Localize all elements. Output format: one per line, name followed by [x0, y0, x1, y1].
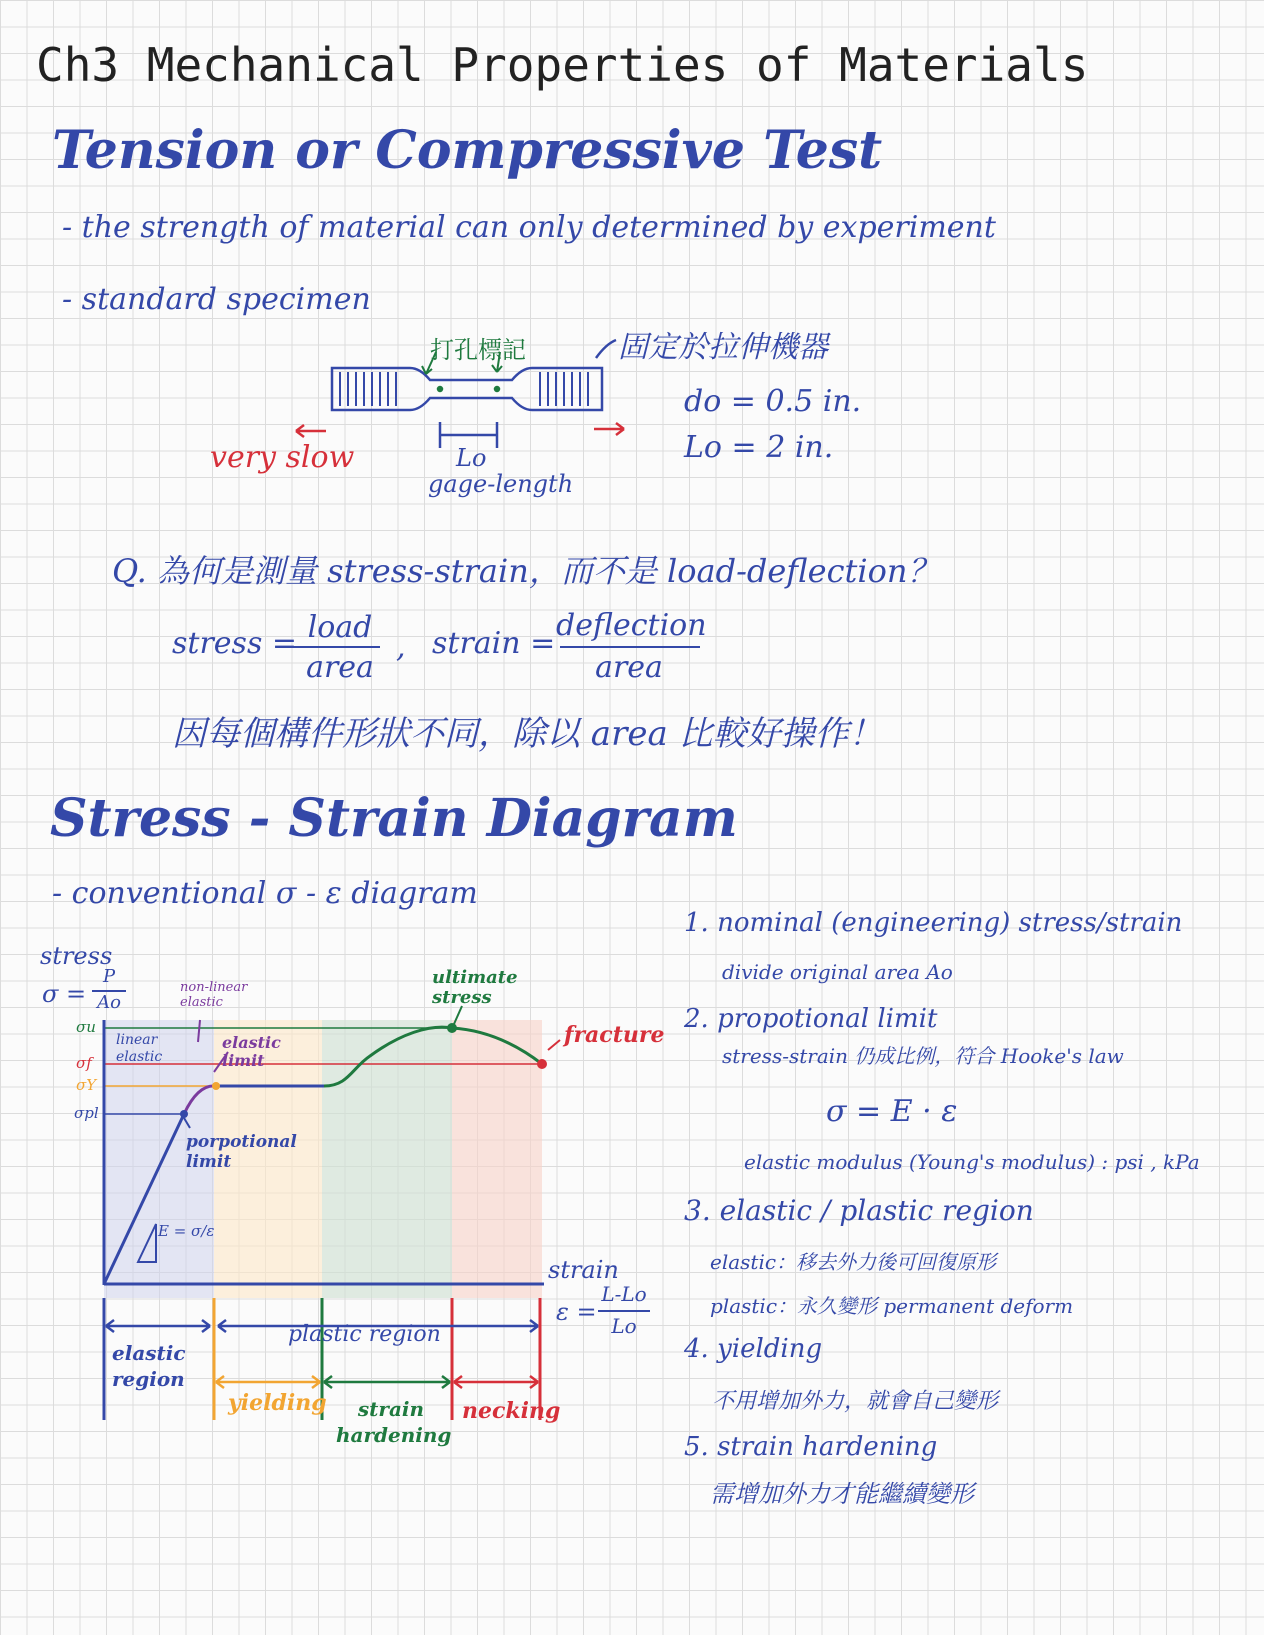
note-3-body: elastic：移去外力後可回復原形 [710, 1250, 997, 1274]
necking-label: necking [462, 1398, 561, 1424]
stress-numerator: load [307, 610, 373, 645]
strain-hardening-label: strain hardening [336, 1397, 452, 1447]
page-title: Ch3 Mechanical Properties of Materials [36, 38, 1089, 92]
bullet-strength-experiment: - the strength of material can only determined by experiment [62, 210, 996, 245]
modulus-label: E = σ/ε [158, 1222, 215, 1240]
proportional-limit-label: porpotional limit [186, 1132, 297, 1172]
stress-formula-num: P [102, 966, 116, 987]
stress-lhs: stress = [172, 626, 298, 661]
section-heading-stress-strain: Stress - Strain Diagram [50, 788, 738, 849]
strain-lhs: strain = [432, 626, 556, 661]
bullet-standard-specimen: - standard specimen [62, 282, 371, 317]
section-heading-tension-test: Tension or Compressive Test [52, 120, 883, 181]
bullet-conventional-diagram: - conventional σ - ε diagram [52, 876, 478, 911]
elastic-limit-point [212, 1082, 220, 1090]
yielding-label: yielding [228, 1390, 327, 1416]
d0-value: do = 0.5 in. [684, 384, 862, 419]
elastic-limit-label: elastic limit [222, 1033, 281, 1070]
stress-axis-title: stress [40, 942, 113, 970]
note-4-head: 4. yielding [684, 1334, 823, 1364]
elastic-region-label: elastic region [112, 1341, 186, 1391]
gage-length-label: gage-length [428, 470, 574, 498]
strain-axis-title: strain [548, 1256, 619, 1284]
hardening-region-shade [322, 1020, 452, 1298]
hooke-law-formula: σ = E · ε [826, 1094, 958, 1129]
strain-numerator: deflection [556, 608, 707, 643]
strain-formula-num: L-Lo [601, 1282, 647, 1306]
strain-formula-lhs: ε = [556, 1298, 597, 1326]
fracture-point [537, 1059, 547, 1069]
strain-formula-bar [598, 1310, 650, 1312]
note-1-body: divide original area Ao [722, 960, 953, 984]
tick-sigma-y: σY [76, 1076, 97, 1094]
linear-elastic-label: linear elastic [116, 1032, 163, 1065]
tick-sigma-f: σf [76, 1054, 92, 1072]
proportional-limit-point [180, 1110, 188, 1118]
l0-value: Lo = 2 in. [684, 430, 834, 465]
note-2-body: stress-strain 仍成比例，符合 Hooke's law [722, 1044, 1124, 1068]
note-1-head: 1. nominal (engineering) stress/strain [684, 908, 1183, 938]
necking-region-shade [452, 1020, 542, 1298]
stress-formula-lhs: σ = [42, 980, 87, 1008]
punch-mark-label: 打孔標記 [430, 336, 526, 364]
stress-denominator: area [306, 650, 374, 685]
fix-machine-label: 固定於拉伸機器 [618, 330, 828, 365]
very-slow-label: very slow [210, 440, 355, 475]
note-5-head: 5. strain hardening [684, 1432, 938, 1462]
strain-denominator: area [595, 650, 663, 685]
comma: , [396, 630, 406, 665]
strain-formula-den: Lo [611, 1314, 637, 1338]
plastic-region-label: plastic region [288, 1322, 441, 1347]
lo-label: Lo [456, 444, 487, 472]
note-2-head: 2. propotional limit [684, 1004, 938, 1034]
modulus-note: elastic modulus (Young's modulus) : psi , kPa [744, 1150, 1200, 1174]
ultimate-point [447, 1023, 457, 1033]
tick-sigma-pl: σpl [74, 1104, 99, 1122]
non-linear-elastic-label: non-linear elastic [180, 980, 248, 1010]
note-3-head: 3. elastic / plastic region [684, 1194, 1034, 1227]
tick-sigma-u: σu [76, 1018, 96, 1036]
stress-formula-den: Ao [97, 992, 121, 1013]
ultimate-stress-label: ultimate stress [432, 967, 518, 1008]
note-4-body: 不用增加外力，就會自己變形 [712, 1389, 999, 1414]
question-text: Q. 為何是測量 stress-strain，而不是 load-deflection？ [112, 552, 940, 590]
plastic-note: plastic：永久變形 permanent deform [710, 1294, 1074, 1318]
note-5-body: 需增加外力才能繼續變形 [710, 1480, 974, 1508]
fracture-label: fracture [564, 1022, 665, 1048]
answer-text: 因每個構件形狀不同，除以 area 比較好操作！ [172, 714, 883, 754]
